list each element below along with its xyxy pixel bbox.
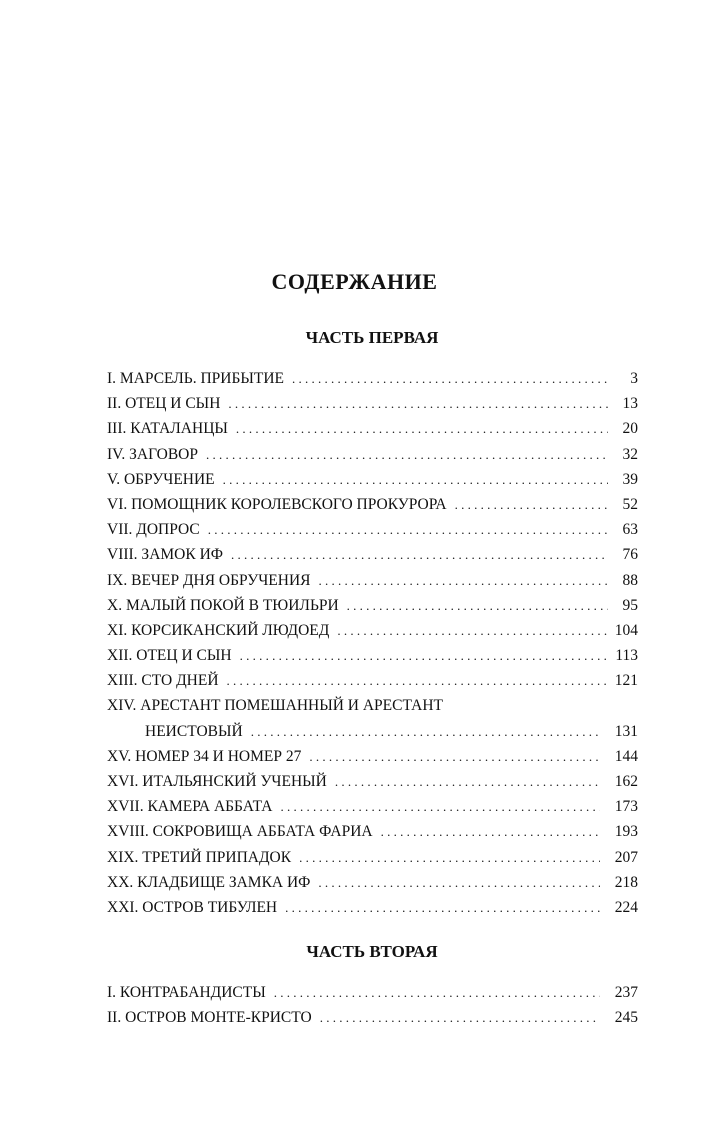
toc-entry-title: XII. ОТЕЦ И СЫН <box>107 647 232 665</box>
dot-leader <box>231 542 608 567</box>
dot-leader <box>318 870 600 895</box>
toc-entry-title: VII. ДОПРОС <box>107 521 200 539</box>
toc-entry[interactable] <box>107 895 638 920</box>
part-one-title: ЧАСТЬ ПЕРВАЯ <box>305 328 439 347</box>
dot-leader <box>285 895 600 920</box>
toc-entry-title: XXI. ОСТРОВ ТИБУЛЕН <box>107 898 278 916</box>
dot-leader <box>335 769 600 794</box>
toc-entry-page: 144 <box>614 747 638 765</box>
toc-entry-title: IX. ВЕЧЕР ДНЯ ОБРУЧЕНИЯ <box>107 571 311 589</box>
dot-leader <box>347 593 608 618</box>
toc-entry-page: 218 <box>614 873 638 891</box>
toc-entry-page: 104 <box>614 621 638 639</box>
toc-entry[interactable] <box>107 1005 638 1030</box>
dot-leader <box>309 744 600 769</box>
toc-entry-title: II. ОСТРОВ МОНТЕ-КРИСТО <box>107 1009 312 1027</box>
toc-entry-page: 20 <box>622 420 638 438</box>
toc-entry-page: 245 <box>614 1009 638 1027</box>
toc-entry-title: XI. КОРСИКАНСКИЙ ЛЮДОЕД <box>107 621 330 639</box>
toc-entry-page: 32 <box>622 445 638 463</box>
toc-entry-page: 113 <box>615 647 638 665</box>
dot-leader <box>280 794 600 819</box>
toc-entry[interactable] <box>107 542 638 567</box>
toc-entry[interactable] <box>107 593 638 618</box>
toc-entry-page: 95 <box>622 596 638 614</box>
dot-leader <box>292 366 608 391</box>
toc-entry-title: НЕИСТОВЫЙ <box>145 722 243 740</box>
toc-entry-first-line[interactable] <box>107 693 638 718</box>
toc-entry-title: XX. КЛАДБИЩЕ ЗАМКА ИФ <box>107 873 311 891</box>
toc-entry-page: 193 <box>614 823 638 841</box>
toc-entry-title: XVIII. СОКРОВИЩА АББАТА ФАРИА <box>107 823 373 841</box>
dot-leader <box>240 643 608 668</box>
dot-leader <box>319 568 609 593</box>
dot-leader <box>236 416 608 441</box>
toc-entry-page: 52 <box>622 495 638 513</box>
page-title: СОДЕРЖАНИЕ <box>271 269 438 294</box>
toc-entry-title: I. КОНТРАБАНДИСТЫ <box>107 984 266 1001</box>
toc-entry-page: 13 <box>622 395 638 413</box>
toc-entry-title: XIX. ТРЕТИЙ ПРИПАДОК <box>107 848 292 866</box>
toc-entry-title: II. ОТЕЦ И СЫН <box>107 395 221 413</box>
dot-leader <box>455 492 608 517</box>
toc-entry[interactable] <box>107 618 638 643</box>
toc-entry[interactable] <box>107 416 638 441</box>
toc-entry[interactable] <box>107 467 638 492</box>
toc-entry[interactable] <box>107 391 638 416</box>
toc-entry-title: V. ОБРУЧЕНИЕ <box>107 470 215 488</box>
dot-leader <box>228 391 608 416</box>
part-one-toc <box>107 366 638 920</box>
dot-leader <box>251 719 600 744</box>
toc-entry-title: IV. ЗАГОВОР <box>107 445 198 463</box>
toc-entry-page: 224 <box>614 898 638 916</box>
part-two-toc <box>107 980 638 1030</box>
dot-leader <box>381 819 600 844</box>
toc-entry-page: 207 <box>614 848 638 866</box>
toc-entry-title: I. МАРСЕЛЬ. ПРИБЫТИЕ <box>107 370 285 387</box>
toc-entry-title: X. МАЛЫЙ ПОКОЙ В ТЮИЛЬРИ <box>107 596 339 614</box>
toc-entry[interactable] <box>107 845 638 870</box>
toc-entry-title: VIII. ЗАМОК ИФ <box>107 546 224 564</box>
toc-entry[interactable] <box>107 870 638 895</box>
toc-entry-title: XVII. КАМЕРА АББАТА <box>107 798 273 816</box>
dot-leader <box>337 618 608 643</box>
toc-entry[interactable] <box>107 769 638 794</box>
toc-entry-continuation[interactable] <box>107 719 638 744</box>
toc-entry[interactable] <box>107 744 638 769</box>
toc-entry[interactable] <box>107 819 638 844</box>
toc-entry-page: 3 <box>630 370 638 387</box>
toc-entry[interactable] <box>107 568 638 593</box>
toc-entry[interactable] <box>107 366 638 391</box>
toc-entry-page: 131 <box>614 722 638 740</box>
toc-entry-title: VI. ПОМОЩНИК КОРОЛЕВСКОГО ПРОКУРОРА <box>107 495 447 513</box>
toc-entry-page: 63 <box>622 521 638 539</box>
toc-entry[interactable] <box>107 517 638 542</box>
toc-entry-title: XVI. ИТАЛЬЯНСКИЙ УЧЕНЫЙ <box>107 773 327 790</box>
toc-entry-page: 76 <box>622 546 638 564</box>
dot-leader <box>227 668 608 693</box>
dot-leader <box>320 1005 600 1030</box>
toc-entry-page: 121 <box>614 672 638 690</box>
toc-entry[interactable] <box>107 442 638 467</box>
toc-entry-title: XV. НОМЕР 34 И НОМЕР 27 <box>107 747 302 765</box>
dot-leader <box>208 517 608 542</box>
dot-leader <box>274 980 600 1005</box>
toc-entry[interactable] <box>107 492 638 517</box>
toc-entry[interactable] <box>107 643 638 668</box>
toc-entry[interactable] <box>107 980 638 1005</box>
toc-entry-title: III. КАТАЛАНЦЫ <box>107 420 228 438</box>
toc-entry-title: XIII. СТО ДНЕЙ <box>107 672 219 690</box>
dot-leader <box>223 467 608 492</box>
dot-leader <box>299 845 600 870</box>
toc-entry-page: 88 <box>622 571 638 589</box>
toc-entry-page: 162 <box>614 773 638 790</box>
toc-entry[interactable] <box>107 794 638 819</box>
dot-leader <box>206 442 608 467</box>
toc-entry[interactable] <box>107 668 638 693</box>
toc-entry-page: 39 <box>622 470 638 488</box>
toc-entry-page: 237 <box>614 984 638 1001</box>
toc-entry-page: 173 <box>614 798 638 816</box>
toc-entry-title: XIV. АРЕСТАНТ ПОМЕШАННЫЙ И АРЕСТАНТ <box>107 697 444 715</box>
part-two-title: ЧАСТЬ ВТОРАЯ <box>306 942 438 961</box>
